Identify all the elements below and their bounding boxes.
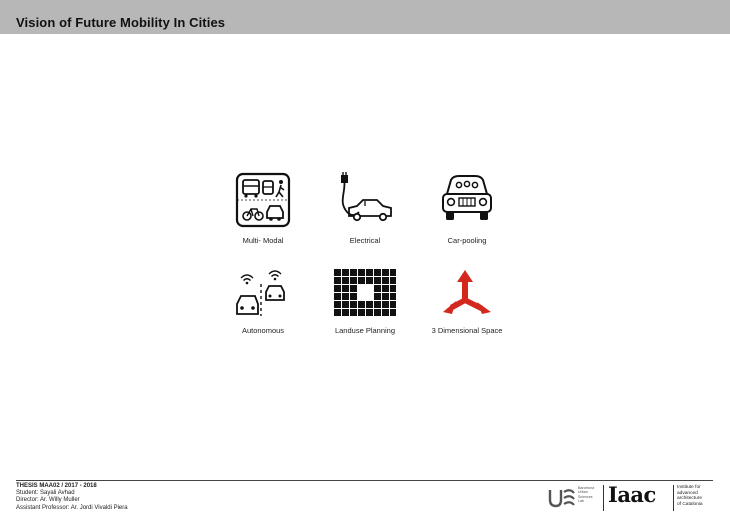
autonomous-label: Autonomous [241,326,285,335]
iaac-logo: Iaac [608,482,656,507]
multi-modal-item [208,172,318,245]
institute-line: architecture [677,496,703,502]
footer-divider [16,480,713,481]
landuse-grid-icon [333,268,397,318]
urban-lab-line: Lab [578,499,584,504]
urban-lab-line: Barcelona [578,486,595,490]
director-line: Director: Ar. Willy Muller [16,497,80,504]
logo-separator [673,485,674,511]
page-title: Vision of Future Mobility In Cities [16,15,226,30]
multi-modal-label: Multi- Modal [242,236,284,245]
autonomous-item [208,268,318,335]
3d-space-label: 3 Dimensional Space [431,326,503,335]
car-pooling-label: Car-pooling [447,236,487,245]
institute-line: advanced [677,490,698,496]
3d-axes-icon [439,268,495,318]
institute-line: of Catalonia [677,501,703,507]
landuse-label: Landuse Planning [334,326,396,335]
electrical-item [310,172,420,245]
car-pooling-icon [437,172,497,228]
logo-separator [603,485,604,511]
autonomous-car-icon [233,268,293,318]
assistant-line: Assistant Professor: Ar. Jordi Vivaldi Piera [16,504,128,511]
institute-line: Institute for [677,485,701,490]
header-bar [0,0,730,34]
urban-lab-line: Urban [578,490,588,495]
multi-modal-icon [235,172,291,228]
logos [548,484,718,514]
footer-credits [16,483,128,512]
car-pooling-item [412,172,522,245]
urban-lab-logo-icon [548,484,576,512]
thesis-line: THESIS MAA02 / 2017 - 2018 [16,483,97,489]
electrical-label: Electrical [349,236,381,245]
electrical-car-icon [335,172,395,228]
urban-lab-line: Sciences [578,494,593,499]
student-line: Student: Sayali Avhad [16,490,75,497]
3d-space-item [412,268,522,335]
landuse-item [310,268,420,335]
institute-text [677,485,703,507]
urban-lab-text [578,486,594,504]
